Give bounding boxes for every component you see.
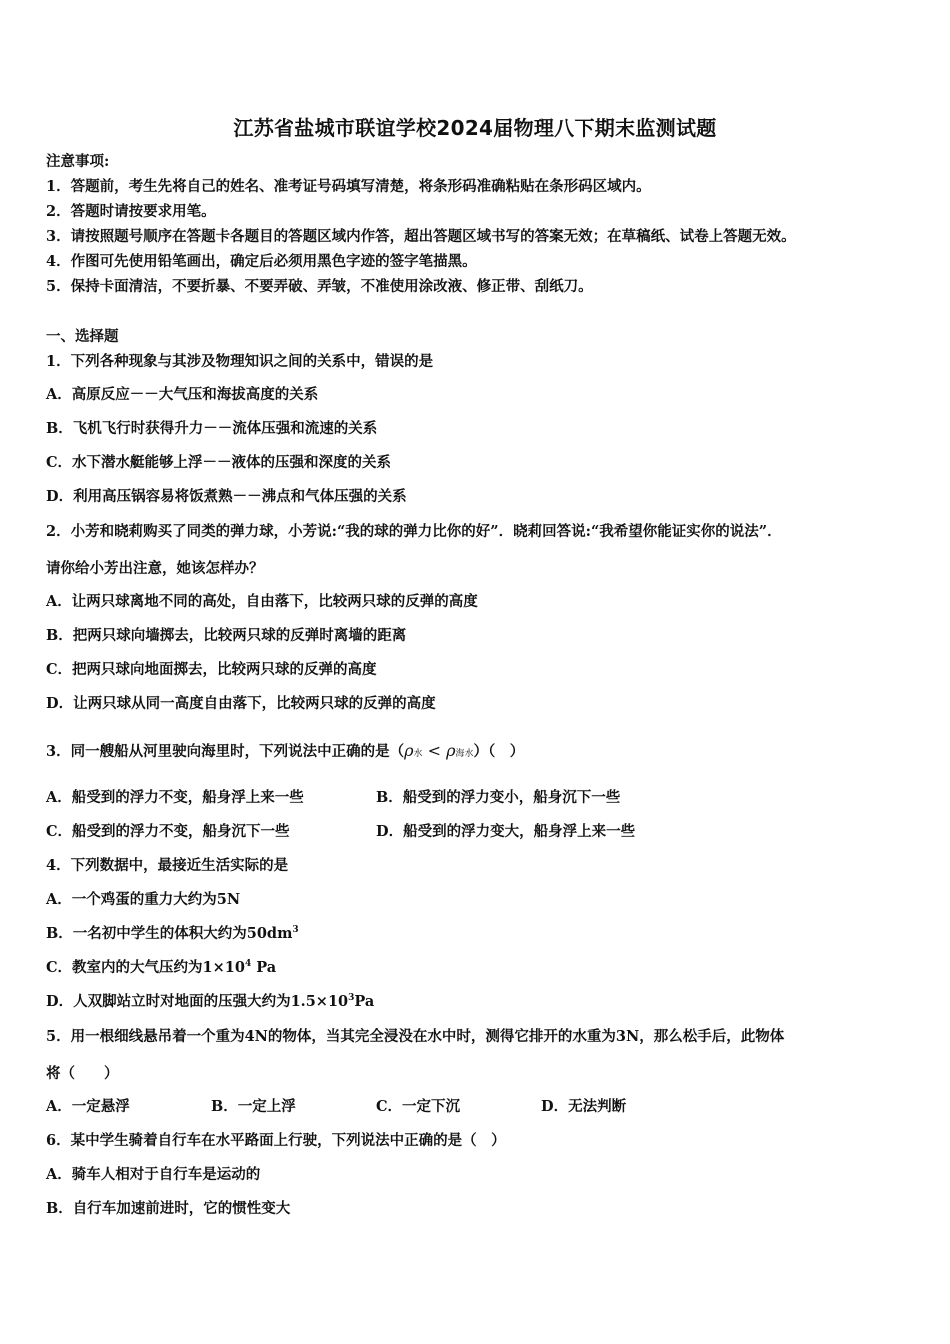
q6-option-a: A．骑车人相对于自行车是运动的 bbox=[46, 1166, 261, 1183]
question-6-stem: 6．某中学生骑着自行车在水平路面上行驶，下列说法中正确的是（ ） bbox=[46, 1132, 506, 1149]
notice-item: 1．答题前，考生先将自己的姓名、准考证号码填写清楚，将条形码准确粘贴在条形码区域内。 bbox=[46, 178, 651, 195]
q4-b-text: B．一名初中学生的体积大约为50dm bbox=[46, 925, 293, 942]
notice-item: 2．答题时请按要求用笔。 bbox=[46, 203, 216, 220]
q3-stem-pre: 3．同一艘船从河里驶向海里时，下列说法中正确的是（ bbox=[46, 743, 405, 760]
q4-option-c bbox=[46, 958, 276, 978]
q1-option-a: A．高原反应－－大气压和海拔高度的关系 bbox=[46, 386, 319, 403]
question-4-stem: 4．下列数据中，最接近生活实际的是 bbox=[46, 857, 289, 874]
q1-option-b: B．飞机飞行时获得升力－－流体压强和流速的关系 bbox=[46, 420, 378, 437]
page-title: 江苏省盐城市联谊学校2024届物理八下期末监测试题 bbox=[233, 116, 717, 140]
q3-option-d: D．船受到的浮力变大，船身浮上来一些 bbox=[376, 823, 636, 840]
q3-option-c: C．船受到的浮力不变，船身沉下一些 bbox=[46, 823, 290, 840]
rho-symbol: ρ bbox=[446, 741, 456, 760]
q4-c-text: C．教室内的大气压约为1×10 bbox=[46, 959, 245, 976]
notice-heading: 注意事项: bbox=[46, 153, 110, 170]
rho-subscript-water: 水 bbox=[413, 749, 423, 759]
q2-option-c: C．把两只球向地面掷去，比较两只球的反弹的高度 bbox=[46, 661, 377, 678]
q2-option-b: B．把两只球向墙掷去，比较两只球的反弹时离墙的距离 bbox=[46, 627, 407, 644]
q1-option-c: C．水下潜水艇能够上浮－－液体的压强和深度的关系 bbox=[46, 454, 392, 471]
q3-option-a: A．船受到的浮力不变，船身浮上来一些 bbox=[46, 789, 304, 806]
q2-option-d: D．让两只球从同一高度自由落下，比较两只球的反弹的高度 bbox=[46, 695, 436, 712]
question-3-stem bbox=[46, 741, 524, 764]
q4-c-exponent: 4 bbox=[244, 959, 252, 970]
q4-d-exponent: 3 bbox=[348, 993, 355, 1004]
q5-option-d: D．无法判断 bbox=[541, 1098, 627, 1115]
q1-option-d: D．利用高压锅容易将饭煮熟－－沸点和气体压强的关系 bbox=[46, 488, 407, 505]
q4-c-unit: Pa bbox=[251, 959, 277, 976]
notice-item: 4．作图可先使用铅笔画出，确定后必须用黑色字迹的签字笔描黑。 bbox=[46, 253, 477, 270]
q5-option-c: C．一定下沉 bbox=[376, 1098, 461, 1115]
q4-d-unit: Pa bbox=[354, 993, 375, 1010]
question-5-stem: 5．用一根细线悬吊着一个重为4N的物体，当其完全浸没在水中时，测得它排开的水重为3N，那么松手后，此物体 bbox=[46, 1028, 785, 1045]
section-heading: 一、选择题 bbox=[46, 328, 119, 345]
q5-option-b: B．一定上浮 bbox=[211, 1098, 296, 1115]
q4-d-text: D．人双脚站立时对地面的压强大约为1.5×10 bbox=[46, 993, 349, 1010]
question-1-stem: 1．下列各种现象与其涉及物理知识之间的关系中，错误的是 bbox=[46, 353, 434, 370]
q4-option-d bbox=[46, 992, 374, 1012]
q4-b-exponent: 3 bbox=[292, 925, 299, 936]
question-5-stem-cont: 将（ ） bbox=[46, 1065, 119, 1082]
density-formula bbox=[404, 741, 473, 760]
less-than-sign: < bbox=[427, 741, 442, 760]
q4-option-a: A．一个鸡蛋的重力大约为5N bbox=[46, 891, 241, 908]
notice-item: 3．请按照题号顺序在答题卡各题目的答题区域内作答，超出答题区域书写的答案无效；在草稿纸、试卷上答题无效。 bbox=[46, 228, 796, 245]
q5-option-a: A．一定悬浮 bbox=[46, 1098, 130, 1115]
rho-subscript-seawater: 海水 bbox=[455, 749, 474, 759]
rho-symbol: ρ bbox=[404, 741, 414, 760]
question-2-stem-cont: 请你给小芳出注意，她该怎样办？ bbox=[46, 560, 264, 577]
q4-option-b bbox=[46, 924, 299, 944]
q3-option-b: B．船受到的浮力变小，船身沉下一些 bbox=[376, 789, 621, 806]
question-2-stem: 2．小芳和晓莉购买了同类的弹力球，小芳说:“我的球的弹力比你的好”．晓莉回答说:“我希望你能证实你的说法”． bbox=[46, 523, 782, 540]
q6-option-b: B．自行车加速前进时，它的惯性变大 bbox=[46, 1200, 291, 1217]
q2-option-a: A．让两只球离地不同的高处，自由落下，比较两只球的反弹的高度 bbox=[46, 593, 478, 610]
q3-stem-post: ）（ ） bbox=[473, 743, 525, 760]
notice-item: 5．保持卡面清洁，不要折暴、不要弄破、弄皱，不准使用涂改液、修正带、刮纸刀。 bbox=[46, 278, 593, 295]
